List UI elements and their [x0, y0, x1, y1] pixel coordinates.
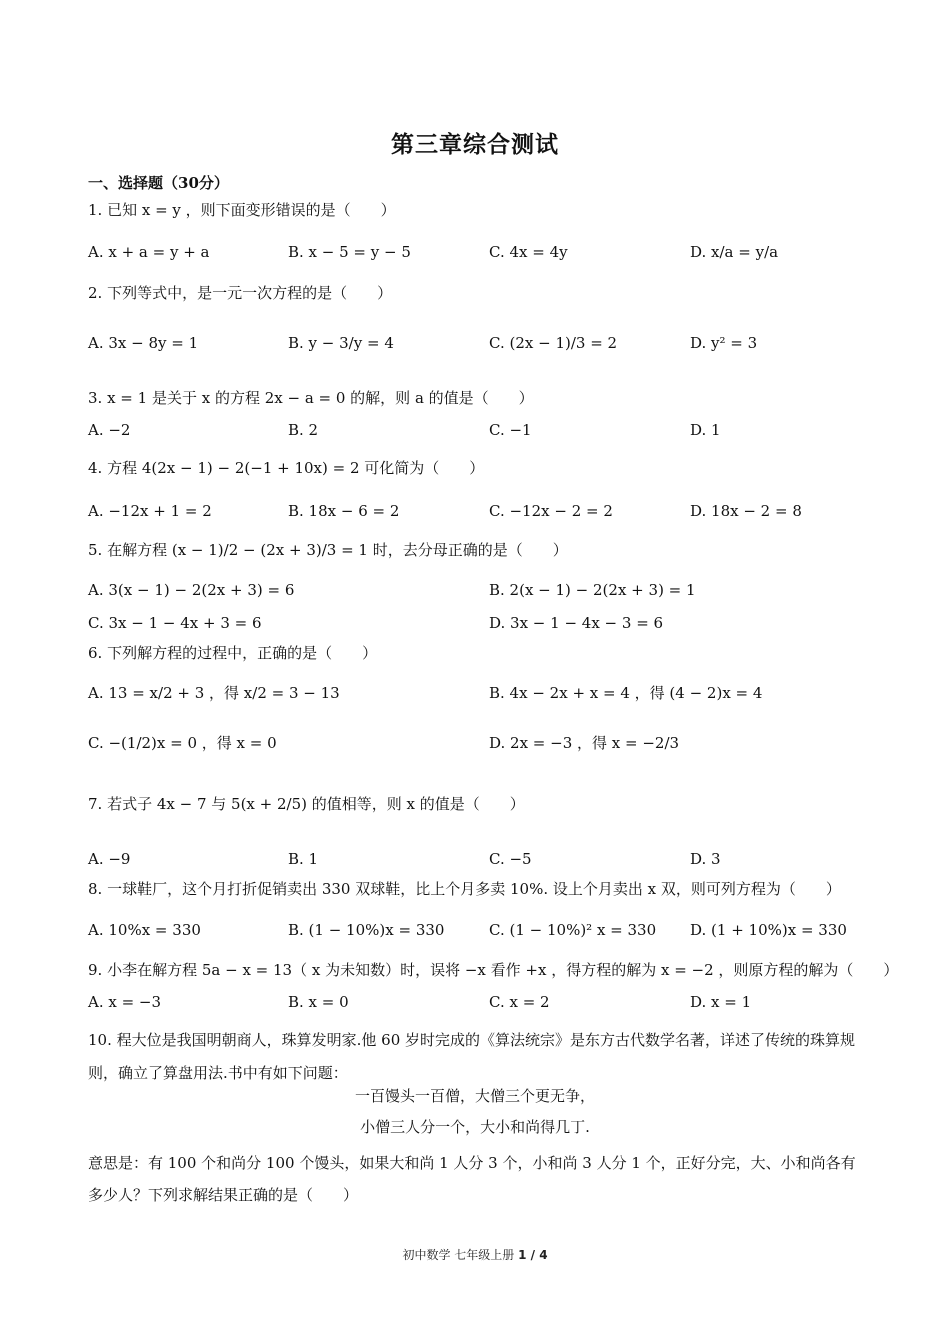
section-heading: 一、选择题（30分） — [88, 174, 229, 192]
option-2c: C. (2x − 1)/3 = 2 — [489, 334, 618, 352]
option-8c: C. (1 − 10%)² x = 330 — [489, 921, 657, 939]
question-stem-3: 3. x = 1 是关于 x 的方程 2x − a = 0 的解，则 a 的值是（ ） — [88, 389, 534, 407]
question-stem-6: 6. 下列解方程的过程中，正确的是（ ） — [88, 644, 378, 662]
page-number: 1 / 4 — [518, 1248, 548, 1262]
option-4a: A. −12x + 1 = 2 — [88, 502, 212, 520]
option-5a: A. 3(x − 1) − 2(2x + 3) = 6 — [88, 581, 295, 599]
option-3c: C. −1 — [489, 421, 532, 439]
poem-line-2: 小僧三人分一个，大小和尚得几丁. — [360, 1118, 590, 1136]
option-1c: C. 4x = 4y — [489, 243, 568, 261]
question-stem-7: 7. 若式子 4x − 7 与 5(x + 2/5) 的值相等，则 x 的值是（ ） — [88, 795, 525, 813]
option-6d: D. 2x = −3 ，得 x = −2/3 — [489, 734, 680, 752]
option-2a: A. 3x − 8y = 1 — [88, 334, 199, 352]
option-7c: C. −5 — [489, 850, 532, 868]
option-7a: A. −9 — [88, 850, 131, 868]
option-2d: D. y² = 3 — [690, 334, 758, 352]
option-3d: D. 1 — [690, 421, 721, 439]
question-stem-4: 4. 方程 4(2x − 1) − 2(−1 + 10x) = 2 可化简为（ ） — [88, 459, 485, 477]
question-10-meaning: 意思是：有 100 个和尚分 100 个馒头，如果大和尚 1 人分 3 个，小和尚 3 人分 1 个，正好分完，大、小和尚各有多少人？下列求解结果正确的是（ ） — [88, 1154, 856, 1204]
page-footer — [0, 1246, 950, 1263]
question-stem-8: 8. 一球鞋厂，这个月打折促销卖出 330 双球鞋，比上个月多卖 10%. 设上个月卖出 x 双，则可列方程为（ ） — [88, 880, 841, 898]
option-4b: B. 18x − 6 = 2 — [288, 502, 400, 520]
option-4d: D. 18x − 2 = 8 — [690, 502, 802, 520]
poem-line-1: 一百馒头一百僧，大僧三个更无争， — [354, 1087, 595, 1105]
footer-text: 初中数学 七年级上册 — [402, 1248, 515, 1262]
option-8b: B. (1 − 10%)x = 330 — [288, 921, 445, 939]
question-stem-5: 5. 在解方程 (x − 1)/2 − (2x + 3)/3 = 1 时，去分母正确的是（ ） — [88, 541, 568, 559]
option-6c: C. −(1/2)x = 0 ，得 x = 0 — [88, 734, 277, 752]
option-8a: A. 10%x = 330 — [88, 921, 201, 939]
option-7b: B. 1 — [288, 850, 319, 868]
question-stem-2: 2. 下列等式中，是一元一次方程的是（ ） — [88, 284, 393, 302]
option-6a: A. 13 = x/2 + 3 ，得 x/2 = 3 − 13 — [88, 684, 340, 702]
option-6b: B. 4x − 2x + x = 4 ，得 (4 − 2)x = 4 — [489, 684, 763, 702]
question-stem-9: 9. 小李在解方程 5a − x = 13（ x 为未知数）时，误将 −x 看作 +x ，得方程的解为 x = −2 ，则原方程的解为（ ） — [88, 961, 899, 979]
option-3b: B. 2 — [288, 421, 319, 439]
option-4c: C. −12x − 2 = 2 — [489, 502, 613, 520]
option-9b: B. x = 0 — [288, 993, 349, 1011]
option-9d: D. x = 1 — [690, 993, 752, 1011]
option-8d: D. (1 + 10%)x = 330 — [690, 921, 847, 939]
option-9a: A. x = −3 — [88, 993, 162, 1011]
option-5b: B. 2(x − 1) − 2(2x + 3) = 1 — [489, 581, 696, 599]
option-1b: B. x − 5 = y − 5 — [288, 243, 411, 261]
option-1a: A. x + a = y + a — [88, 243, 210, 261]
option-1d: D. x/a = y/a — [690, 243, 779, 261]
question-stem-1: 1. 已知 x = y ，则下面变形错误的是（ ） — [88, 201, 396, 219]
option-2b: B. y − 3/y = 4 — [288, 334, 394, 352]
option-5d: D. 3x − 1 − 4x − 3 = 6 — [489, 614, 664, 632]
option-9c: C. x = 2 — [489, 993, 550, 1011]
option-7d: D. 3 — [690, 850, 721, 868]
question-stem-10: 10. 程大位是我国明朝商人，珠算发明家.他 60 岁时完成的《算法统宗》是东方古代数学名著，详述了传统的珠算规则，确立了算盘用法.书中有如下问题： — [88, 1031, 856, 1082]
option-3a: A. −2 — [88, 421, 131, 439]
option-5c: C. 3x − 1 − 4x + 3 = 6 — [88, 614, 262, 632]
page-title: 第三章综合测试 — [391, 131, 559, 158]
